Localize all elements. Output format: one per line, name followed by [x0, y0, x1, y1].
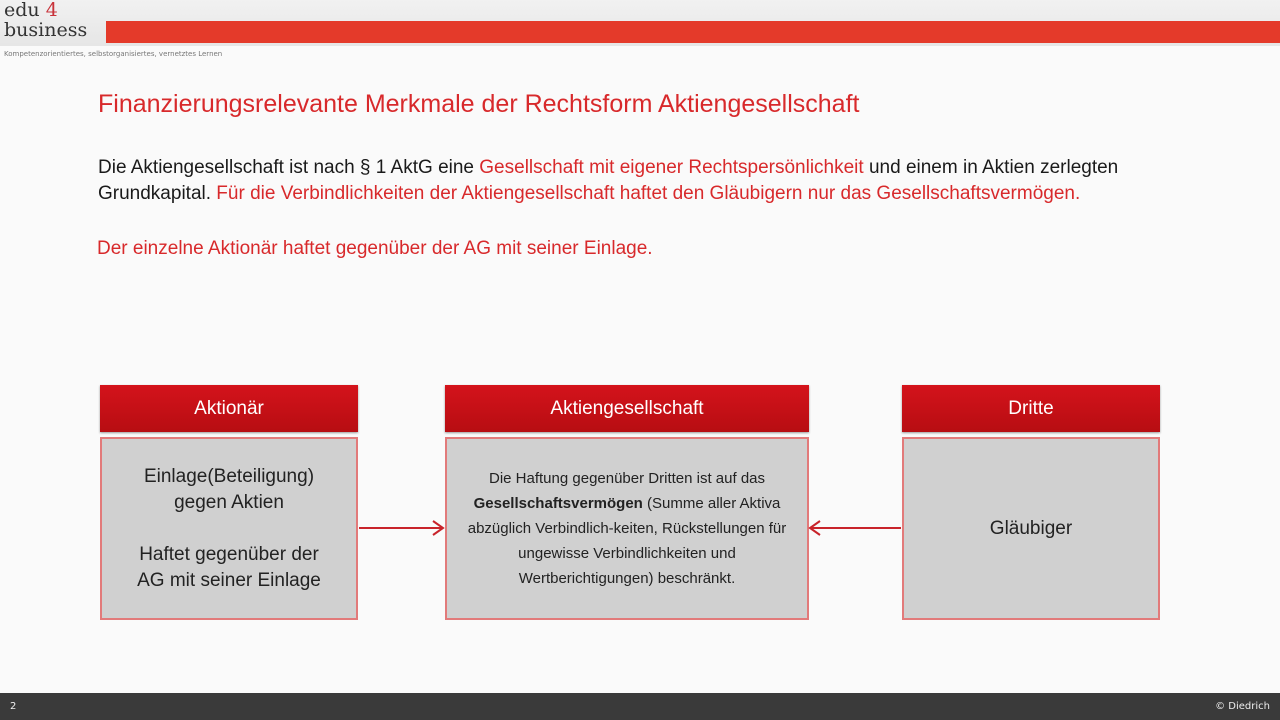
text-highlight: Für die Verbindlichkeiten der Aktiengesellschaft haftet den Gläubigern nur das Gesellschaftsvermögen.: [216, 183, 1081, 204]
box-text: Die Haftung gegenüber Dritten ist auf das: [489, 470, 765, 487]
box-line: Haftet gegenüber der: [139, 543, 319, 565]
tagline: Kompetenzorientiertes, selbstorganisiertes, vernetztes Lernen: [4, 50, 223, 58]
copyright: © Diedrich: [1215, 701, 1270, 712]
box-bold: Gesellschaftsvermögen: [473, 495, 643, 512]
slide-title: Finanzierungsrelevante Merkmale der Rechtsform Aktiengesellschaft: [98, 90, 860, 118]
box-text: Gläubiger: [989, 517, 1073, 539]
aktionaer-liability-text: Der einzelne Aktionär haftet gegenüber der AG mit seiner Einlage.: [97, 238, 653, 259]
logo-text-2: business: [4, 19, 88, 41]
dritte-header: Dritte: [902, 385, 1160, 432]
aktionaer-header: Aktionär: [100, 385, 358, 432]
logo-text: edu: [4, 0, 40, 21]
footer: [0, 693, 1280, 720]
box-line: Einlage(Beteiligung): [143, 465, 315, 487]
text-highlight: Gesellschaft mit eigener Rechtspersönlichkeit: [479, 157, 864, 178]
box-line: AG mit seiner Einlage: [137, 569, 321, 591]
text-segment: und einem in Aktien zerlegten Grundkapital.: [98, 157, 1119, 204]
logo-four: 4: [45, 0, 58, 21]
box-text: (Summe aller Aktiva abzüglich Verbindlich-keiten, Rückstellungen für ungewisse Verbindlichkeiten und Wertberichtigungen) beschränkt.: [467, 495, 787, 587]
page-number: 2: [10, 701, 17, 712]
ag-header: Aktiengesellschaft: [445, 385, 809, 432]
text-segment: Die Aktiengesellschaft ist nach § 1 AktG eine: [98, 157, 480, 178]
box-line: gegen Aktien: [174, 491, 284, 513]
